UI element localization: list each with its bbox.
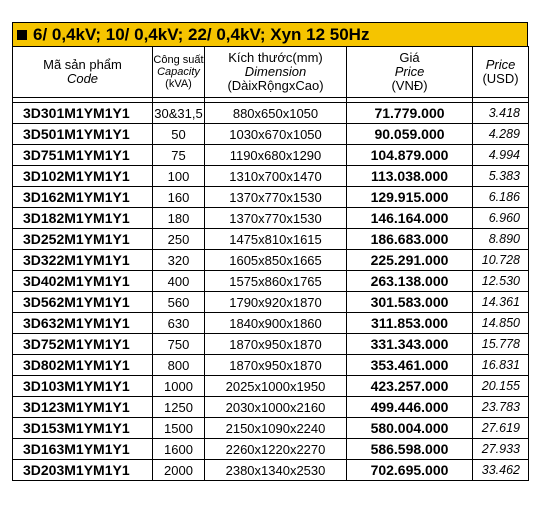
table-body (13, 103, 529, 481)
header-capacity-vi: Công suất (153, 54, 204, 66)
table-row (13, 460, 529, 481)
cell-usd: 4.994 (473, 145, 529, 166)
cell-usd: 6.960 (473, 208, 529, 229)
cell-dim: 1310x700x1470 (205, 166, 347, 187)
cell-vnd: 311.853.000 (347, 313, 473, 334)
cell-usd: 23.783 (473, 397, 529, 418)
cell-usd: 27.619 (473, 418, 529, 439)
cell-code: 3D402M1YM1Y1 (13, 271, 153, 292)
cell-kva: 75 (153, 145, 205, 166)
cell-dim: 1870x950x1870 (205, 334, 347, 355)
header-code-en: Code (66, 71, 99, 86)
cell-kva: 160 (153, 187, 205, 208)
cell-kva: 1600 (153, 439, 205, 460)
cell-kva: 2000 (153, 460, 205, 481)
cell-kva: 800 (153, 355, 205, 376)
cell-code: 3D751M1YM1Y1 (13, 145, 153, 166)
table-row (13, 334, 529, 355)
cell-kva: 50 (153, 124, 205, 145)
table-row (13, 313, 529, 334)
header-dimension-unit: (DàixRộngxCao) (227, 78, 324, 93)
cell-dim: 1840x900x1860 (205, 313, 347, 334)
cell-usd: 4.289 (473, 124, 529, 145)
cell-kva: 180 (153, 208, 205, 229)
cell-usd: 6.186 (473, 187, 529, 208)
cell-vnd: 499.446.000 (347, 397, 473, 418)
cell-vnd: 146.164.000 (347, 208, 473, 229)
cell-dim: 1870x950x1870 (205, 355, 347, 376)
table-row (13, 145, 529, 166)
header-code-vi: Mã sản phẩm (43, 57, 122, 72)
cell-vnd: 353.461.000 (347, 355, 473, 376)
header-code (13, 47, 153, 98)
cell-usd: 14.850 (473, 313, 529, 334)
header-usd-en: Price (485, 57, 516, 72)
cell-vnd: 331.343.000 (347, 334, 473, 355)
cell-usd: 15.778 (473, 334, 529, 355)
cell-vnd: 586.598.000 (347, 439, 473, 460)
cell-dim: 2025x1000x1950 (205, 376, 347, 397)
cell-kva: 1500 (153, 418, 205, 439)
cell-code: 3D153M1YM1Y1 (13, 418, 153, 439)
table-row (13, 103, 529, 124)
cell-kva: 250 (153, 229, 205, 250)
cell-usd: 14.361 (473, 292, 529, 313)
header-capacity (153, 47, 205, 98)
header-capacity-unit: (kVA) (165, 78, 192, 90)
cell-dim: 1370x770x1530 (205, 208, 347, 229)
cell-code: 3D752M1YM1Y1 (13, 334, 153, 355)
table-row (13, 166, 529, 187)
cell-code: 3D203M1YM1Y1 (13, 460, 153, 481)
cell-code: 3D162M1YM1Y1 (13, 187, 153, 208)
header-price-en: Price (394, 64, 425, 79)
cell-dim: 880x650x1050 (205, 103, 347, 124)
header-usd-unit: (USD) (482, 71, 519, 86)
cell-kva: 320 (153, 250, 205, 271)
cell-dim: 1190x680x1290 (205, 145, 347, 166)
cell-dim: 1790x920x1870 (205, 292, 347, 313)
table-row (13, 187, 529, 208)
cell-code: 3D562M1YM1Y1 (13, 292, 153, 313)
cell-usd: 3.418 (473, 103, 529, 124)
cell-dim: 2380x1340x2530 (205, 460, 347, 481)
table-row (13, 355, 529, 376)
banner-title: 6/ 0,4kV; 10/ 0,4kV; 22/ 0,4kV; Xyn 12 50Hz (33, 24, 370, 44)
table-row (13, 229, 529, 250)
cell-usd: 12.530 (473, 271, 529, 292)
cell-dim: 1370x770x1530 (205, 187, 347, 208)
header-price-unit: (VNĐ) (391, 78, 428, 93)
cell-usd: 10.728 (473, 250, 529, 271)
header-capacity-en: Capacity (157, 66, 200, 78)
cell-code: 3D501M1YM1Y1 (13, 124, 153, 145)
cell-usd: 20.155 (473, 376, 529, 397)
cell-vnd: 129.915.000 (347, 187, 473, 208)
cell-dim: 2030x1000x2160 (205, 397, 347, 418)
cell-vnd: 423.257.000 (347, 376, 473, 397)
cell-vnd: 104.879.000 (347, 145, 473, 166)
banner (12, 22, 528, 46)
table-header (13, 47, 529, 103)
cell-vnd: 113.038.000 (347, 166, 473, 187)
cell-kva: 630 (153, 313, 205, 334)
cell-vnd: 301.583.000 (347, 292, 473, 313)
cell-vnd: 90.059.000 (347, 124, 473, 145)
cell-kva: 100 (153, 166, 205, 187)
cell-dim: 1475x810x1615 (205, 229, 347, 250)
table-row (13, 397, 529, 418)
cell-code: 3D802M1YM1Y1 (13, 355, 153, 376)
header-price-vi: Giá (399, 50, 420, 65)
header-dimension-en: Dimension (244, 64, 307, 79)
cell-usd: 5.383 (473, 166, 529, 187)
cell-kva: 560 (153, 292, 205, 313)
cell-vnd: 225.291.000 (347, 250, 473, 271)
cell-code: 3D103M1YM1Y1 (13, 376, 153, 397)
cell-dim: 1030x670x1050 (205, 124, 347, 145)
cell-usd: 33.462 (473, 460, 529, 481)
header-price-vnd (347, 47, 473, 98)
cell-vnd: 263.138.000 (347, 271, 473, 292)
cell-usd: 27.933 (473, 439, 529, 460)
cell-code: 3D301M1YM1Y1 (13, 103, 153, 124)
square-bullet-icon (17, 30, 27, 40)
table-row (13, 376, 529, 397)
header-dimension-vi: Kích thước(mm) (228, 50, 323, 65)
cell-kva: 1000 (153, 376, 205, 397)
table-row (13, 292, 529, 313)
cell-vnd: 71.779.000 (347, 103, 473, 124)
cell-kva: 1250 (153, 397, 205, 418)
cell-code: 3D252M1YM1Y1 (13, 229, 153, 250)
cell-kva: 400 (153, 271, 205, 292)
cell-code: 3D632M1YM1Y1 (13, 313, 153, 334)
cell-usd: 16.831 (473, 355, 529, 376)
cell-dim: 1605x850x1665 (205, 250, 347, 271)
header-dimension (205, 47, 347, 98)
cell-code: 3D102M1YM1Y1 (13, 166, 153, 187)
header-price-usd (473, 47, 529, 98)
price-table (12, 46, 529, 481)
cell-kva: 750 (153, 334, 205, 355)
cell-vnd: 580.004.000 (347, 418, 473, 439)
table-row (13, 124, 529, 145)
cell-code: 3D163M1YM1Y1 (13, 439, 153, 460)
cell-code: 3D123M1YM1Y1 (13, 397, 153, 418)
table-row (13, 418, 529, 439)
cell-vnd: 186.683.000 (347, 229, 473, 250)
cell-kva: 30&31,5 (153, 103, 205, 124)
table-row (13, 250, 529, 271)
cell-dim: 1575x860x1765 (205, 271, 347, 292)
cell-vnd: 702.695.000 (347, 460, 473, 481)
price-table-container (12, 22, 528, 481)
cell-code: 3D322M1YM1Y1 (13, 250, 153, 271)
cell-usd: 8.890 (473, 229, 529, 250)
table-row (13, 271, 529, 292)
cell-dim: 2150x1090x2240 (205, 418, 347, 439)
table-row (13, 208, 529, 229)
cell-dim: 2260x1220x2270 (205, 439, 347, 460)
table-row (13, 439, 529, 460)
cell-code: 3D182M1YM1Y1 (13, 208, 153, 229)
